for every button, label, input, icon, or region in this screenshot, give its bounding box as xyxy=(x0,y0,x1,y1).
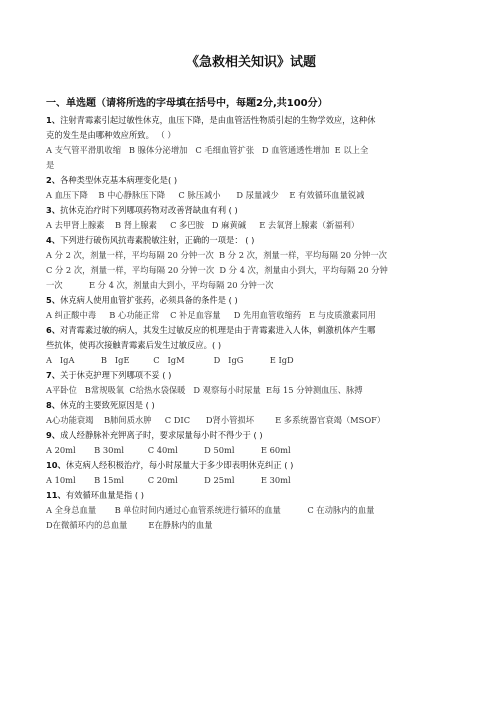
question-text: 成人经静脉补充钾离子时，要求尿量每小时不得少于 ( ) xyxy=(60,430,263,440)
question-item xyxy=(46,233,462,293)
answer-options-line: A 纠正酸中毒 B 心功能正常 C 补足血容量 D 先用血管收缩药 E 与皮质激素同用 xyxy=(46,310,376,320)
question-text-line xyxy=(46,128,462,143)
answer-options-line: D在微循环内的总血量 E在静脉内的血量 xyxy=(46,520,213,530)
question-text: 注射青霉素引起过敏性休克，血压下降，是由血管活性物质引起的生物学效应，这种休 xyxy=(60,115,376,125)
question-text-line xyxy=(46,293,462,308)
question-text: 下列进行破伤风抗毒素脱敏注射，正确的一项是： ( ) xyxy=(60,235,255,245)
question-item xyxy=(46,368,462,398)
question-item xyxy=(46,293,462,323)
question-text-line xyxy=(46,338,462,353)
question-number: 10、 xyxy=(46,460,66,470)
question-text-line xyxy=(46,323,462,338)
question-text-line xyxy=(46,173,462,188)
question-item xyxy=(46,323,462,368)
question-text: 抗休克治疗时下列哪项药物对改善肾缺血有利 ( ) xyxy=(60,205,238,215)
question-number: 7、 xyxy=(46,370,61,380)
question-text: 些抗体，使再次接触青霉素后发生过敏反应。( ) xyxy=(46,340,222,350)
question-text-line xyxy=(46,113,462,128)
answer-options-line: A 20ml B 30ml C 40ml D 50ml E 60ml xyxy=(46,445,291,455)
question-text: 克的发生是由哪种效应所致。 （ ） xyxy=(46,130,176,140)
question-number: 11、 xyxy=(46,490,66,500)
answer-options-line: A心功能衰竭 B肺间质水肿 C DIC D肾小管损坏 E 多系统器官衰竭（MSOF） xyxy=(46,415,386,425)
question-text-line xyxy=(46,428,462,443)
question-item xyxy=(46,398,462,428)
question-text: 休克的主要致死原因是 ( ) xyxy=(60,400,155,410)
question-text-line xyxy=(46,398,462,413)
question-number: 3、 xyxy=(46,205,61,215)
question-number: 2、 xyxy=(46,175,61,185)
question-item xyxy=(46,428,462,458)
question-number: 1、 xyxy=(46,115,61,125)
question-item xyxy=(46,458,462,488)
question-text-line xyxy=(46,368,462,383)
question-text: 有效循环血量是指 ( ) xyxy=(65,490,144,500)
question-number: 4、 xyxy=(46,235,61,245)
question-text-line xyxy=(46,488,462,503)
question-text: 各种类型休克基本病理变化是( ) xyxy=(60,175,178,185)
answer-options-line: A 血压下降 B 中心静脉压下降 C 脉压减小 D 尿量减少 E 有效循环血量锐减 xyxy=(46,190,365,200)
question-text-line xyxy=(46,203,462,218)
answer-options-line: A 去甲肾上腺素 B 肾上腺素 C 多巴胺 D 麻黄碱 E 去氧肾上腺素（新福利） xyxy=(46,220,360,230)
answer-options-line: A 10ml B 15ml C 20ml D 25ml E 30ml xyxy=(46,475,291,485)
answer-options-line: 是 xyxy=(46,160,55,170)
answer-options-line: A 全身总血量 B 单位时间内通过心血管系统进行循环的血量 C 在动脉内的血量 xyxy=(46,505,375,515)
question-item xyxy=(46,488,462,533)
question-number: 6、 xyxy=(46,325,61,335)
answer-options-line: A平卧位 B常规吸氧 C给热水袋保暖 D 观察每小时尿量 E每 15 分钟测血压、脉搏 xyxy=(46,385,363,395)
question-text: 对青霉素过敏的病人，其发生过敏反应的机理是由于青霉素进入人体，刺激机体产生哪 xyxy=(60,325,376,335)
section-heading: 一、单选题（请将所选的字母填在括号中，每题2分,共100分） xyxy=(46,98,328,109)
question-text: 关于休克护理下列哪项不妥 ( ) xyxy=(60,370,172,380)
question-item xyxy=(46,173,462,203)
answer-options-line: A 分 2 次，剂量一样，平均每隔 20 分钟一次 B 分 2 次，剂量一样，平均每隔 20 分钟一次 xyxy=(46,250,387,260)
question-text-line xyxy=(46,458,462,473)
question-list xyxy=(46,113,462,533)
answer-options-line: C 分 2 次，剂量一样，平均每隔 20 分钟一次 D 分 4 次，剂量由小到大，平均每隔 20 分钟 xyxy=(46,265,388,275)
question-item xyxy=(46,203,462,233)
question-text: 休克病人经积极治疗，每小时尿量大于多少即表明休克纠正 ( ) xyxy=(65,460,294,470)
question-number: 5、 xyxy=(46,295,61,305)
document-title: 《急救相关知识》试题 xyxy=(185,55,316,70)
question-text: 休克病人使用血管扩张药，必须具备的条件是 ( ) xyxy=(60,295,238,305)
answer-options-line: A IgA B IgE C IgM D IgG E IgD xyxy=(46,355,294,365)
question-number: 8、 xyxy=(46,400,61,410)
question-number: 9、 xyxy=(46,430,61,440)
answer-options-line: A 支气管平滑肌收缩 B 腺体分泌增加 C 毛细血管扩张 D 血管通透性增加 E 以上全 xyxy=(46,145,369,155)
question-text-line xyxy=(46,233,462,248)
answer-options-line: 一次 E 分 4 次，剂量由大到小，平均每隔 20 分钟一次 xyxy=(46,280,274,290)
question-item xyxy=(46,113,462,173)
